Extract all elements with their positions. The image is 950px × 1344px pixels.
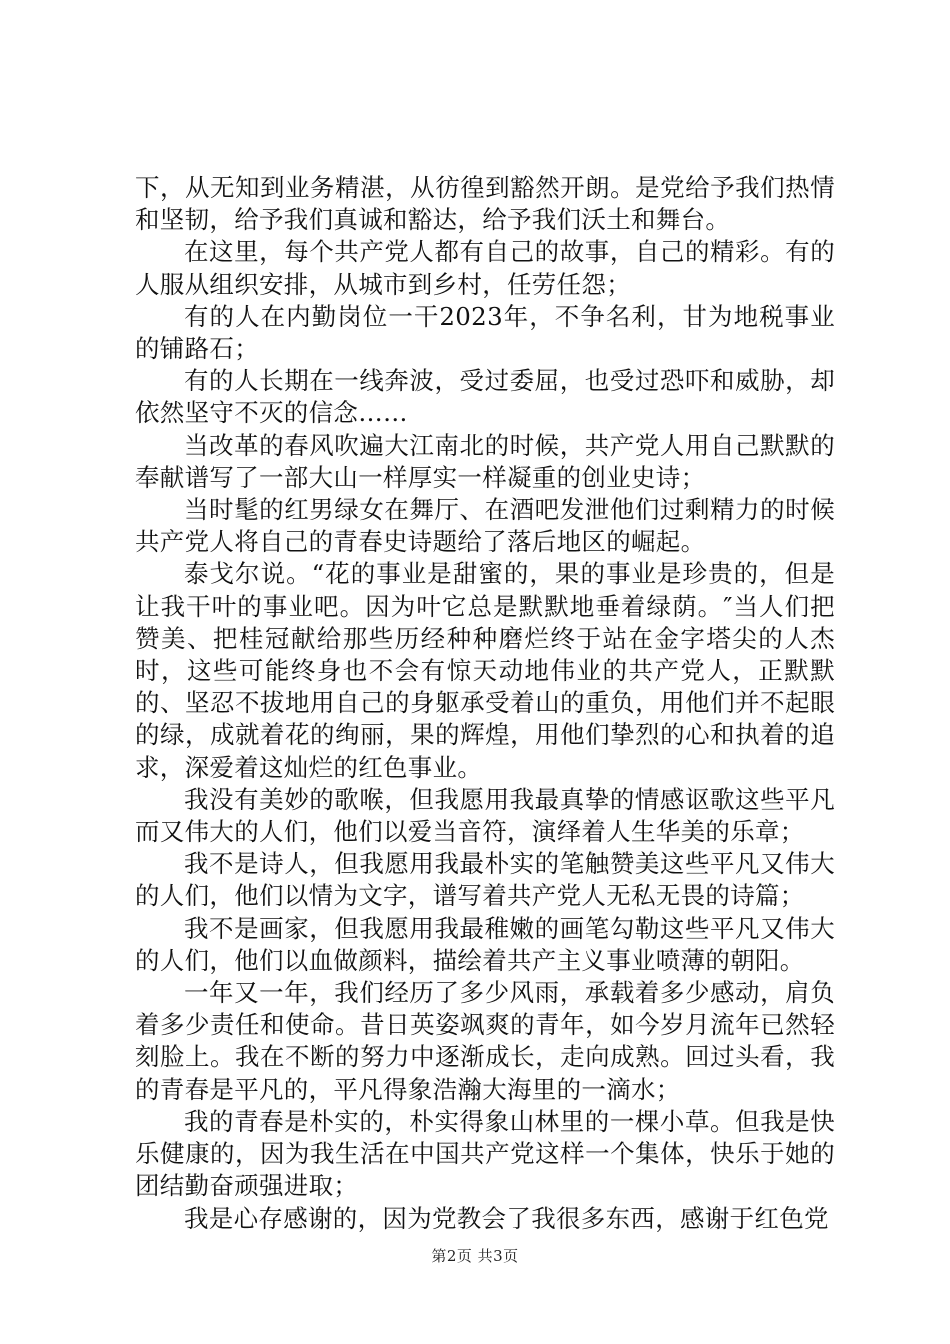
paragraph: 泰戈尔说。“花的事业是甜蜜的，果的事业是珍贵的，但是让我干叶的事业吧。因为叶它总是默默地垂着绿荫。″当人们把赞美、把桂冠献给那些历经种种磨烂终于站在金字塔尖的人杰时，这些可能终身也不会有惊天动地伟业的共产党人，正默默的、坚忍不拔地用自己的身躯承受着山的重负，用他们并不起眼的绿，成就着花的绚丽，果的辉煌，用他们挚烈的心和执着的追求，深爱着这灿烂的红色事业。 xyxy=(135,559,835,782)
paragraph: 在这里，每个共产党人都有自己的故事，自己的精彩。有的人服从组织安排，从城市到乡村，任劳任怨； xyxy=(135,237,835,299)
paragraph: 有的人长期在一线奔波，受过委屈，也受过恐吓和威胁，却依然坚守不灭的信念…… xyxy=(135,366,835,428)
page-number-footer: 第2页 共3页 xyxy=(431,1247,519,1265)
paragraph: 当改革的春风吹遍大江南北的时候，共产党人用自己默默的奉献谱写了一部大山一样厚实一样凝重的创业史诗； xyxy=(135,430,835,492)
paragraph: 下，从无知到业务精湛，从彷徨到豁然开朗。是党给予我们热情和坚韧，给予我们真诚和豁达，给予我们沃土和舞台。 xyxy=(135,173,835,235)
paragraph: 我没有美妙的歌喉，但我愿用我最真挚的情感讴歌这些平凡而又伟大的人们，他们以爱当音符，演绎着人生华美的乐章； xyxy=(135,784,835,847)
document-body xyxy=(135,172,835,1235)
paragraph: 我是心存感谢的，因为党教会了我很多东西，感谢于红色党 xyxy=(184,1203,829,1233)
paragraph: 当时髦的红男绿女在舞厅、在酒吧发泄他们过剩精力的时候共产党人将自己的青春史诗题给了落后地区的崛起。 xyxy=(135,495,835,557)
paragraph: 有的人在内勤岗位一干2023年，不争名利，甘为地税事业的铺路石； xyxy=(135,301,835,364)
paragraph: 我的青春是朴实的，朴实得象山林里的一棵小草。但我是快乐健康的，因为我生活在中国共产党这样一个集体，快乐于她的团结勤奋顽强进取； xyxy=(135,1106,835,1201)
paragraph: 我不是诗人，但我愿用我最朴实的笔触赞美这些平凡又伟大的人们，他们以情为文字，谱写着共产党人无私无畏的诗篇； xyxy=(135,849,835,911)
paragraph: 一年又一年，我们经历了多少风雨，承载着多少感动，肩负着多少责任和使命。昔日英姿飒爽的青年，如今岁月流年已然轻刻脸上。我在不断的努力中逐渐成长，走向成熟。回过头看，我的青春是平凡的，平凡得象浩瀚大海里的一滴水； xyxy=(135,978,835,1104)
paragraph: 我不是画家，但我愿用我最稚嫩的画笔勾勒这些平凡又伟大的人们，他们以血做颜料，描绘着共产主义事业喷薄的朝阳。 xyxy=(135,913,835,975)
